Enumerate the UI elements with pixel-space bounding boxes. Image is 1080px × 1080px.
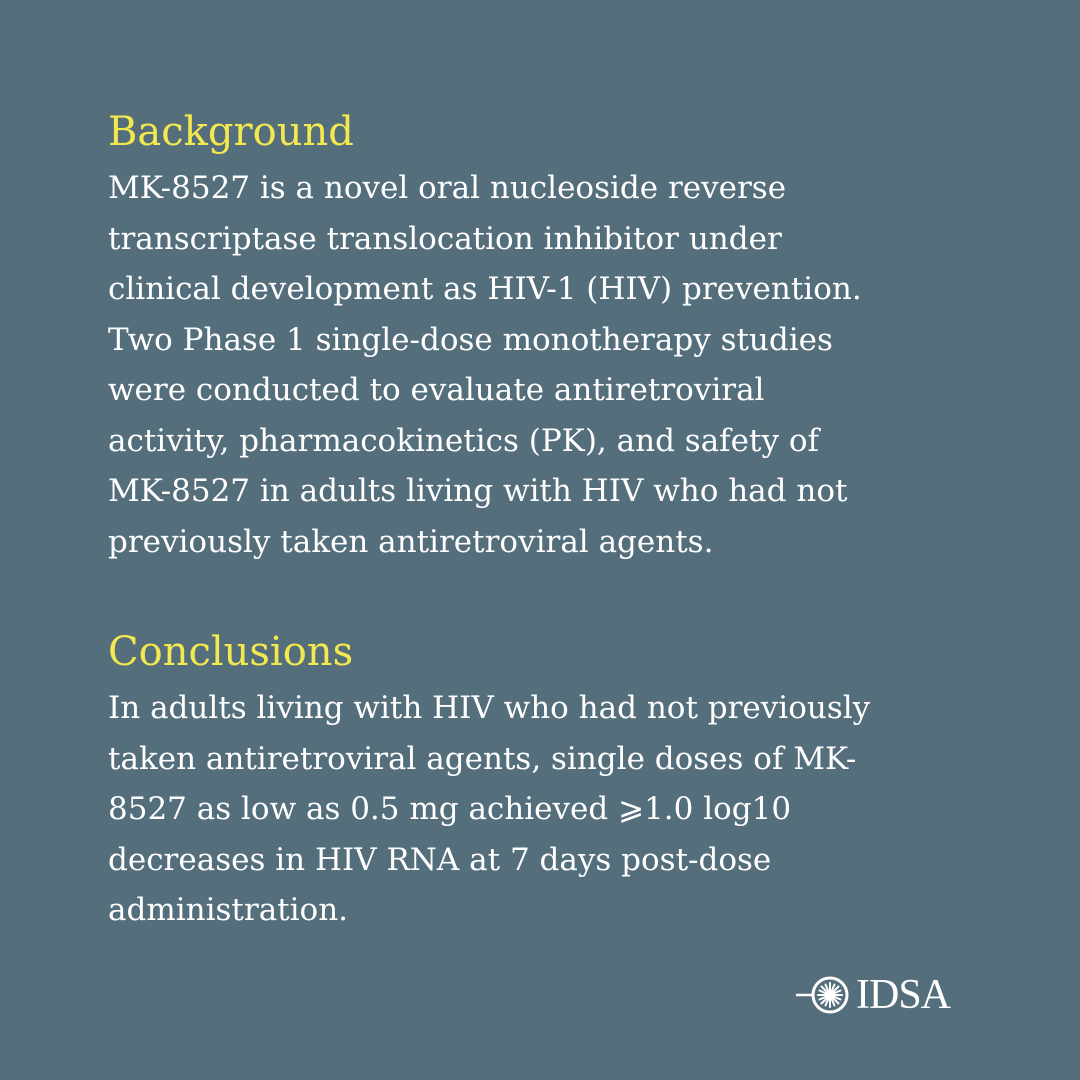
idsa-logo	[796, 968, 976, 1022]
background-line: MK-8527 is a novel oral nucleoside reverse	[108, 170, 787, 206]
background-line: transcriptase translocation inhibitor under	[108, 220, 782, 257]
conclusions-paragraph	[108, 683, 1008, 936]
background-line: clinical development as HIV-1 (HIV) prevention.	[108, 271, 862, 307]
background-line: previously taken antiretroviral agents.	[108, 523, 714, 560]
background-heading: Background	[108, 109, 354, 155]
background-section	[108, 106, 1008, 567]
conclusions-line: 8527 as low as 0.5 mg achieved ⩾1.0 log10	[108, 791, 792, 827]
idsa-logo-text: IDSA	[856, 972, 951, 1018]
conclusions-line: decreases in HIV RNA at 7 days post-dose	[108, 841, 772, 878]
starburst-circle-icon	[796, 968, 854, 1022]
conclusions-line: administration.	[108, 892, 349, 928]
background-line: were conducted to evaluate antiretroviral	[108, 372, 765, 408]
conclusions-line: In adults living with HIV who had not previously	[108, 690, 871, 726]
background-line: MK-8527 in adults living with HIV who had not	[108, 473, 848, 509]
conclusions-heading: Conclusions	[108, 629, 354, 675]
conclusions-section	[108, 626, 1008, 936]
background-line: activity, pharmacokinetics (PK), and safety of	[108, 422, 819, 459]
conclusions-line: taken antiretroviral agents, single doses of MK-	[108, 740, 857, 777]
abstract-content	[108, 106, 1008, 936]
background-line: Two Phase 1 single-dose monotherapy studies	[108, 321, 833, 358]
section-spacer	[108, 567, 1008, 626]
background-paragraph	[108, 163, 1008, 567]
